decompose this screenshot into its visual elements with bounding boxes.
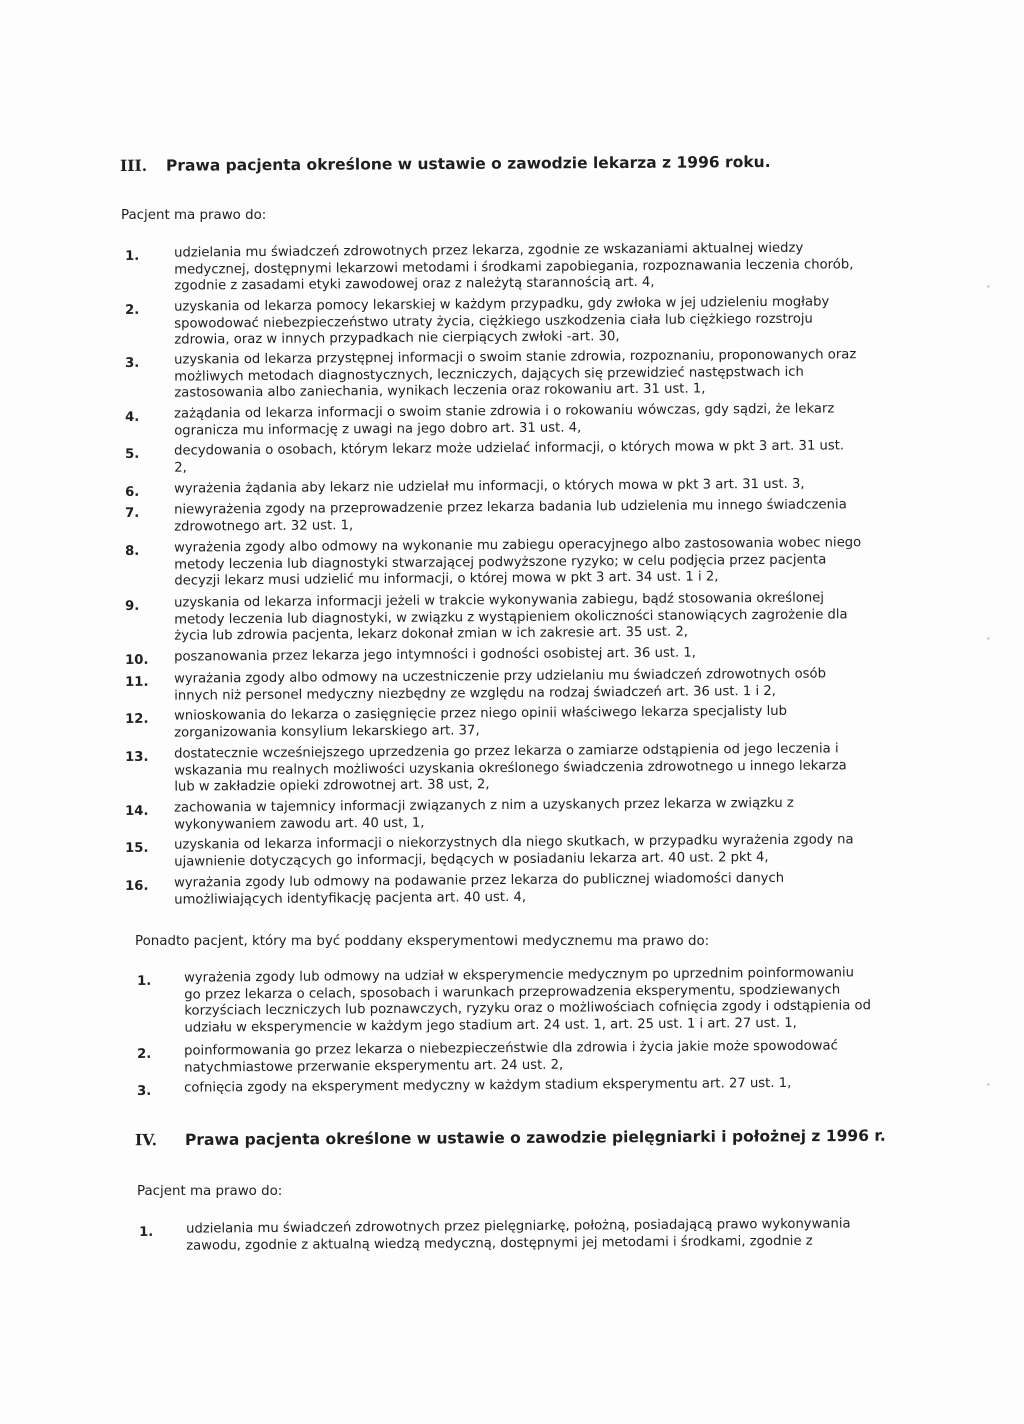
- list-item-number: 3.: [125, 355, 140, 371]
- list-item-line: zgodnie z zasadami etyki zawodowej oraz z należytą starannością art. 4,: [174, 274, 655, 294]
- list-item-line: wyrażania zgody albo odmowy na uczestniczenie przy udzielaniu mu świadczeń zdrowotnych osób: [173, 666, 827, 687]
- list-item-line: dostatecznie wcześniejszego uprzedzenia go przez lekarza o zamiarze odstąpienia od jego leczenia i: [173, 741, 839, 762]
- list-item-text: [174, 240, 854, 295]
- list-item-number: 1.: [137, 973, 152, 989]
- list-item-line: spowodować niebezpieczeństwo utraty życia, ciężkiego uszkodzenia ciała lub ciężkiego rozstroju: [174, 311, 813, 332]
- list-item-text: [174, 347, 857, 402]
- section-4-heading: [135, 1126, 886, 1151]
- list-item-text: [174, 294, 830, 349]
- list-item-line: poszanowania przez lekarza jego intymności i godności osobistej art. 36 ust. 1,: [173, 645, 697, 665]
- list-item-line: go przez lekarza o celach, sposobach i warunkach przeprowadzenia eksperymentu, spodziewanych: [184, 981, 841, 1003]
- section-4-number: IV.: [134, 1130, 158, 1150]
- list-item-line: możliwych metodach diagnostycznych, leczniczych, dających się przewidzieć następstwach ich: [174, 364, 804, 385]
- list-item-line: ujawnienie dotyczących go informacji, będących w posiadaniu lekarza art. 40 ust. 2 pkt 4,: [174, 849, 769, 870]
- list-item-line: udzielania mu świadczeń zdrowotnych przez pielęgniarkę, położną, posiadającą prawo wykonywania: [185, 1216, 851, 1237]
- list-item-text: [174, 438, 844, 476]
- list-item-line: zdrowotnego art. 32 ust. 1,: [174, 517, 354, 535]
- scan-speck: ▪: [987, 1080, 990, 1089]
- list-item-line: medycznej, dostępnymi lekarzowi metodami i środkami zapobiegania, rozpoznawania leczenia chorób,: [174, 256, 854, 278]
- list-item-number: 6.: [125, 484, 140, 500]
- list-item-line: decydowania o osobach, którym lekarz może udzielać informacji, o których mowa w pkt 3 art. 31 ust.: [173, 438, 845, 459]
- list-item-line: uzyskania od lekarza informacji o niekorzystnych dla niego skutkach, w przypadku wyrażenia zgody na: [173, 832, 854, 853]
- list-item-text: [174, 741, 847, 796]
- list-item-line: wyrażania zgody lub odmowy na podawanie przez lekarza do publicznej wiadomości danych: [173, 870, 785, 891]
- list-item-number: 1.: [125, 248, 140, 264]
- list-item-number: 2.: [125, 302, 140, 318]
- list-item-line: niewyrażenia zgody na przeprowadzenie przez lekarza badania lub udzielenia mu innego świadczenia: [173, 497, 847, 518]
- section-3-heading: [120, 152, 771, 176]
- list-item-number: 10.: [125, 652, 149, 668]
- list-item-text: [174, 796, 794, 834]
- list-item-line: metody leczenia lub diagnostyki, w związku z wystąpieniem okoliczności stanowiących zagrożenie dla: [174, 606, 848, 628]
- list-item-number: 4.: [125, 409, 140, 425]
- list-item-text: [174, 666, 826, 704]
- list-item-number: 16.: [125, 878, 149, 894]
- list-item-number: 8.: [125, 543, 140, 559]
- list-item-line: wskazania mu realnych możliwości uzyskania określonego świadczenia zdrowotnego u innego lekarza: [174, 757, 847, 779]
- list-item-line: udzielania mu świadczeń zdrowotnych przez lekarza, zgodnie ze wskazaniami aktualnej wiedzy: [173, 240, 804, 261]
- list-item-line: wykonywaniem zawodu art. 40 ust, 1,: [174, 815, 425, 833]
- list-item-line: wyrażenia zgody lub odmowy na udział w eksperymencie medycznym po uprzednim poinformowaniu: [183, 965, 855, 986]
- list-item-text: [184, 1076, 791, 1097]
- list-item-line: wnioskowania do lekarza o zasięgnięcie przez niego opinii właściwego lekarza specjalisty lub: [173, 703, 788, 724]
- list-item-line: wyrażenia żądania aby lekarz nie udzielał mu informacji, o których mowa w pkt 3 art. 31 ust. 3,: [173, 476, 805, 497]
- list-item-text: [184, 1038, 838, 1076]
- list-item-line: zdrowia, oraz w innych przypadkach nie cierpiących zwłoki -art. 30,: [174, 329, 620, 348]
- list-item-text: [174, 832, 854, 870]
- list-item-number: 9.: [125, 598, 140, 614]
- scan-speck: ▪: [987, 634, 990, 643]
- section-3-title: Prawa pacjenta określone w ustawie o zawodzie lekarza z 1996 roku.: [165, 153, 771, 175]
- list-item-line: umożliwiających identyfikację pacjenta art. 40 ust. 4,: [174, 889, 527, 908]
- list-item-line: wyrażenia zgody albo odmowy na wykonanie mu zabiegu operacyjnego albo zastosowania wobec niego: [173, 535, 862, 556]
- list-item-text: [174, 704, 787, 742]
- list-item-number: 3.: [137, 1083, 152, 1099]
- list-item-line: natychmiastowe przerwanie eksperymentu art. 24 ust. 2,: [184, 1057, 564, 1076]
- list-item-line: 2,: [174, 460, 187, 476]
- list-item-line: zorganizowania konsylium lekarskiego art. 37,: [174, 722, 480, 741]
- list-item-line: metody leczenia lub diagnostyki stwarzającej podwyższone ryzyko; w celu podjęcia przez pacjenta: [174, 551, 827, 573]
- list-item-line: poinformowania go przez lekarza o niebezpieczeństwie dla zdrowia i życia jakie może spowodować: [183, 1038, 838, 1059]
- list-item-line: udziału w eksperymencie w każdym jego stadium art. 24 ust. 1, art. 25 ust. 1 i art. 27 ust. 1,: [184, 1015, 797, 1036]
- list-item-number: 5.: [125, 446, 140, 462]
- list-item-text: [174, 497, 847, 535]
- list-item-line: cofnięcia zgody na eksperyment medyczny w każdym stadium eksperymentu art. 27 ust. 1,: [183, 1075, 792, 1096]
- list-item-text: [174, 477, 805, 498]
- list-item-line: uzyskania od lekarza pomocy lekarskiej w każdym przypadku, gdy zwłoka w jej udzieleniu mogłaby: [173, 294, 830, 315]
- list-item-text: [174, 401, 834, 439]
- list-item-number: 13.: [125, 749, 149, 765]
- list-item-text: [174, 646, 696, 667]
- section-4-title: Prawa pacjenta określone w ustawie o zawodzie pielęgniarki i położnej z 1996 r.: [184, 1126, 886, 1149]
- scan-speck: ▪: [987, 282, 990, 291]
- list-item-line: zastosowania albo zaniechania, wynikach leczenia oraz rokowaniu art. 31 ust. 1,: [174, 381, 706, 401]
- list-item-line: ogranicza mu informację z uwagi na jego dobro art. 31 ust. 4,: [174, 419, 582, 439]
- list-item-line: uzyskania od lekarza przystępnej informacji o swoim stanie zdrowia, rozpoznaniu, proponowanych oraz: [173, 347, 857, 368]
- section-4-intro: Pacjent ma prawo do:: [137, 1184, 283, 1199]
- list-item-number: 1.: [139, 1224, 154, 1240]
- experiment-intro: Ponadto pacjent, który ma być poddany eksperymentowi medycznemu ma prawo do:: [135, 934, 710, 949]
- list-item-text: [174, 535, 862, 590]
- list-item-line: życia lub zdrowia pacjenta, lekarz dokonał zmian w ich zakresie art. 35 ust. 2,: [174, 624, 689, 644]
- list-item-line: zawodu, zgodnie z aktualną wiedzą medyczną, dostępnymi jej metodami i środkami, zgodnie z: [186, 1233, 813, 1254]
- list-item-line: innych niż personel medyczny niezbędny ze względu na rodzaj świadczeń art. 36 ust. 1 i 2,: [174, 683, 776, 704]
- list-item-number: 12.: [125, 711, 149, 727]
- list-item-line: zachowania w tajemnicy informacji związanych z nim a uzyskanych przez lekarza w związku z: [173, 795, 794, 816]
- list-item-text: [174, 590, 848, 645]
- list-item-number: 2.: [137, 1046, 152, 1062]
- list-item-line: decyzji lekarz musi udzielić mu informacji, o której mowa w pkt 3 art. 34 ust. 1 i 2,: [174, 569, 719, 589]
- list-item-line: lub w zakładzie opieki zdrowotnej art. 38 ust, 2,: [174, 777, 490, 795]
- list-item-number: 11.: [125, 674, 149, 690]
- list-item-number: 7.: [125, 505, 140, 521]
- list-item-line: uzyskania od lekarza informacji jeżeli w trakcie wykonywania zabiegu, bądź stosowania określonej: [173, 590, 825, 611]
- list-item-number: 14.: [125, 803, 149, 819]
- list-item-text: [186, 1216, 851, 1254]
- list-item-text: [174, 871, 784, 909]
- section-3-number: III.: [119, 155, 148, 175]
- list-item-line: korzyściach leczniczych lub poznawczych, ryzyku oraz o możliwościach cofnięcia zgody i odstąpienia od: [184, 998, 871, 1019]
- list-item-number: 15.: [125, 840, 149, 856]
- list-item-line: zażądania od lekarza informacji o swoim stanie zdrowia i o rokowaniu wówczas, gdy sądzi, że lekarz: [173, 401, 835, 422]
- list-item-text: [184, 965, 871, 1036]
- section-3-intro: Pacjent ma prawo do:: [121, 208, 267, 223]
